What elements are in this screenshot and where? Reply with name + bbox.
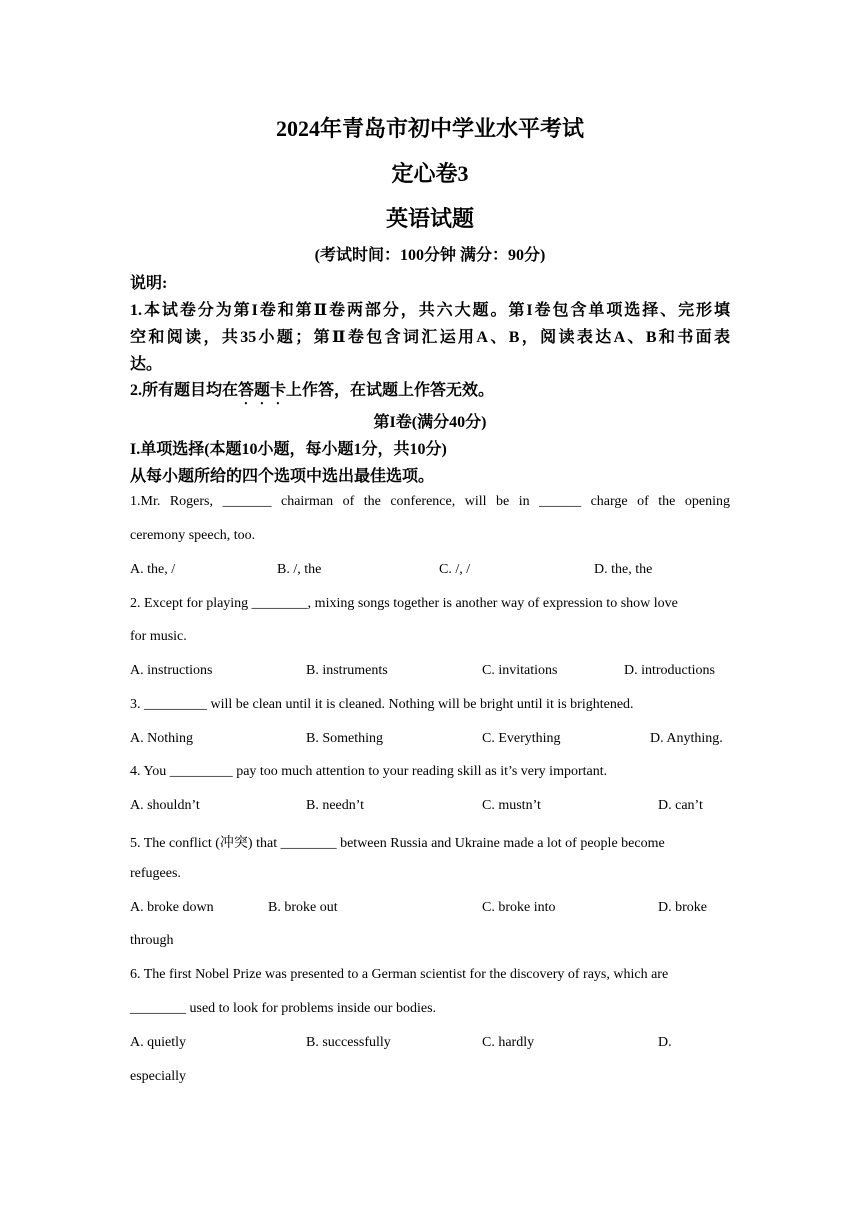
q4-option-c[interactable]: C. mustn’t [482, 798, 541, 813]
exam-title: 2024年青岛市初中学业水平考试 [275, 116, 584, 141]
question-1-line-1: 1.Mr. Rogers, _______ chairman of the conference, will be in ______ charge of the opening [130, 494, 730, 509]
question-2-line-1: 2. Except for playing ________, mixing songs together is another way of expression to show love [130, 596, 678, 611]
part1-heading: 第I卷(满分40分) [373, 414, 487, 431]
question-6-line-1: 6. The first Nobel Prize was presented to a German scientist for the discovery of rays, which are [130, 967, 669, 982]
question-1-line-2: ceremony speech, too. [130, 528, 256, 543]
exam-subject: 英语试题 [385, 206, 474, 231]
q1-option-d[interactable]: D. the, the [594, 562, 653, 577]
q1-option-c[interactable]: C. /, / [439, 562, 471, 577]
q1-option-b[interactable]: B. /, the [277, 562, 322, 577]
notes-line-1c: 达。 [130, 356, 163, 373]
q3-option-b[interactable]: B. Something [306, 731, 384, 746]
q6-option-b[interactable]: B. successfully [306, 1035, 391, 1050]
section-heading: I.单项选择(本题10小题，每小题1分，共10分) [130, 441, 447, 458]
exam-info: (考试时间：100分钟 满分：90分) [314, 247, 546, 264]
q3-option-c[interactable]: C. Everything [482, 731, 561, 746]
q5-option-d-wrap[interactable]: through [130, 933, 174, 948]
notes-line-2-post: 上作答，在试题上作答无效。 [286, 382, 495, 399]
notes-heading: 说明: [130, 275, 168, 292]
question-4-line-1: 4. You _________ pay too much attention to your reading skill as it’s very important. [130, 764, 608, 779]
question-3-line-1: 3. _________ will be clean until it is cleaned. Nothing will be bright until it is brightened. [130, 697, 634, 712]
exam-subtitle: 定心卷3 [391, 161, 469, 186]
q1-option-a[interactable]: A. the, / [130, 562, 176, 577]
q2-option-c[interactable]: C. invitations [482, 663, 558, 678]
section-instruction: 从每小题所给的四个选项中选出最佳选项。 [130, 468, 435, 485]
q5-option-b[interactable]: B. broke out [268, 900, 338, 915]
q5-option-c[interactable]: C. broke into [482, 900, 556, 915]
q2-option-a[interactable]: A. instructions [130, 663, 213, 678]
question-2-line-2: for music. [130, 629, 187, 644]
q6-option-a[interactable]: A. quietly [130, 1035, 186, 1050]
q4-option-b[interactable]: B. needn’t [306, 798, 365, 813]
question-6-line-2: ________ used to look for problems inside our bodies. [130, 1001, 437, 1016]
question-5-line-2: refugees. [130, 866, 181, 881]
q5-option-a[interactable]: A. broke down [130, 900, 214, 915]
q6-option-d-wrap[interactable]: especially [130, 1069, 186, 1084]
q2-option-b[interactable]: B. instruments [306, 663, 388, 678]
q6-option-c[interactable]: C. hardly [482, 1035, 535, 1050]
notes-line-2 [130, 377, 494, 408]
q3-option-d[interactable]: D. Anything. [650, 731, 723, 746]
question-5-line-1: 5. The conflict (冲突) that ________ between Russia and Ukraine made a lot of people become [130, 836, 665, 851]
notes-line-1a: 1.本试卷分为第I卷和第Ⅱ卷两部分，共六大题。第I卷包含单项选择、完形填 [130, 302, 730, 319]
q4-option-d[interactable]: D. can’t [658, 798, 703, 813]
notes-line-1b: 空和阅读，共35小题；第Ⅱ卷包含词汇运用A、B，阅读表达A、B和书面表 [130, 329, 730, 346]
q6-option-d[interactable]: D. [658, 1035, 672, 1050]
notes-line-2-pre: 2.所有题目均在 [130, 382, 239, 399]
q5-option-d[interactable]: D. broke [658, 900, 707, 915]
q4-option-a[interactable]: A. shouldn’t [130, 798, 200, 813]
q2-option-d[interactable]: D. introductions [624, 663, 715, 678]
q3-option-a[interactable]: A. Nothing [130, 731, 193, 746]
notes-line-2-emphasis: 答题卡 [238, 382, 287, 399]
